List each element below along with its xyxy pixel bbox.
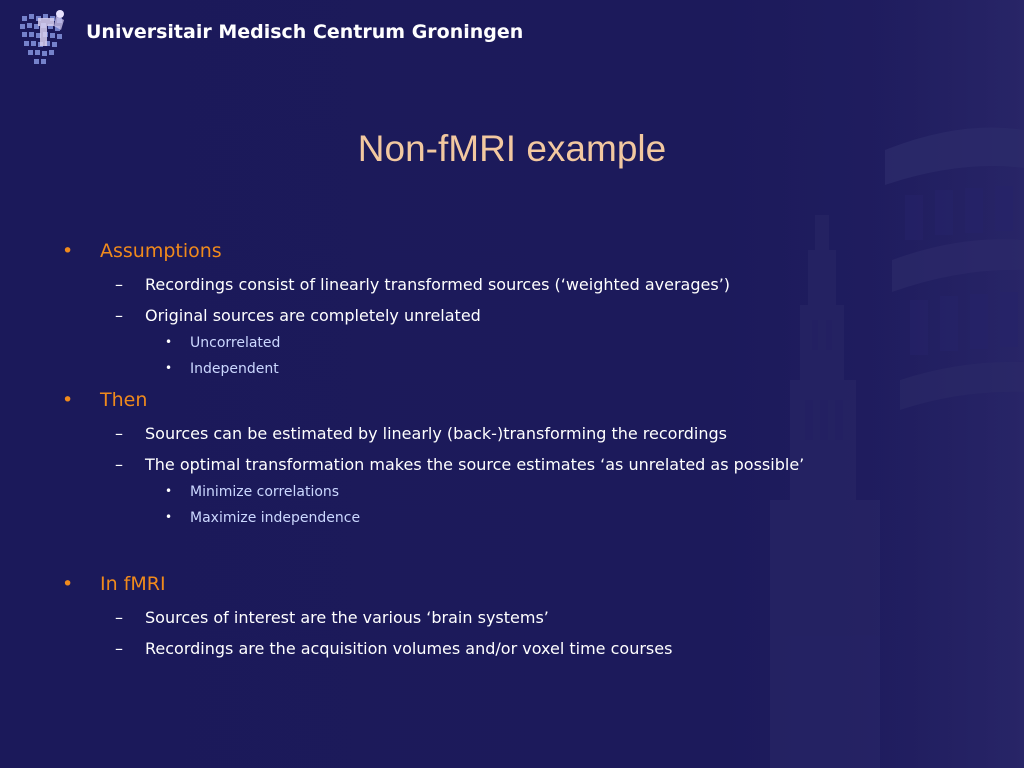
bullet-level3 (165, 484, 340, 500)
bullet-text: Minimize correlations (190, 484, 340, 500)
bullet-level2 (115, 455, 805, 474)
bullet-level2 (115, 306, 481, 325)
dash-icon: – (115, 306, 123, 325)
bullet-text: Recordings are the acquisition volumes and/or voxel time courses (145, 639, 673, 658)
bullet-text: Assumptions (100, 240, 222, 262)
bullet-text: Maximize independence (190, 510, 361, 526)
bullet-level3 (165, 335, 281, 351)
dash-icon: – (115, 639, 123, 658)
bullet-text: The optimal transformation makes the source estimates ‘as unrelated as possible’ (145, 455, 805, 474)
bullet-dot-icon: • (62, 389, 74, 411)
dash-icon: – (115, 455, 123, 474)
dash-icon: – (115, 608, 123, 627)
dash-icon: – (115, 424, 123, 443)
bullet-text: Recordings consist of linearly transformed sources (‘weighted averages’) (145, 275, 731, 294)
bullet-level1-assumptions (62, 240, 222, 262)
bullet-level1-in-fmri (62, 573, 166, 595)
bullet-text: Sources of interest are the various ‘brain systems’ (145, 608, 549, 627)
bullet-text: Original sources are completely unrelated (145, 306, 481, 325)
organization-name: Universitair Medisch Centrum Groningen (86, 21, 524, 43)
bullet-dot-icon: • (165, 361, 173, 375)
bullet-text: Uncorrelated (190, 335, 281, 351)
bullet-dot-icon: • (165, 510, 173, 524)
slide-title: Non-fMRI example (357, 128, 667, 169)
bullet-level2 (115, 424, 727, 443)
bullet-dot-icon: • (165, 335, 173, 349)
bullet-text: Then (100, 389, 148, 411)
bullet-level2 (115, 608, 549, 627)
bullet-level1-then (62, 389, 148, 411)
bullet-text: Independent (190, 361, 279, 377)
bullet-level3 (165, 510, 361, 526)
bullet-text: In fMRI (100, 573, 166, 595)
bullet-dot-icon: • (62, 573, 74, 595)
bullet-dot-icon: • (165, 484, 173, 498)
bullet-level3 (165, 361, 279, 377)
dash-icon: – (115, 275, 123, 294)
bullet-text: Sources can be estimated by linearly (back-)transforming the recordings (145, 424, 727, 443)
bullet-level2 (115, 275, 731, 294)
bullet-level2 (115, 639, 673, 658)
bullet-dot-icon: • (62, 240, 74, 262)
